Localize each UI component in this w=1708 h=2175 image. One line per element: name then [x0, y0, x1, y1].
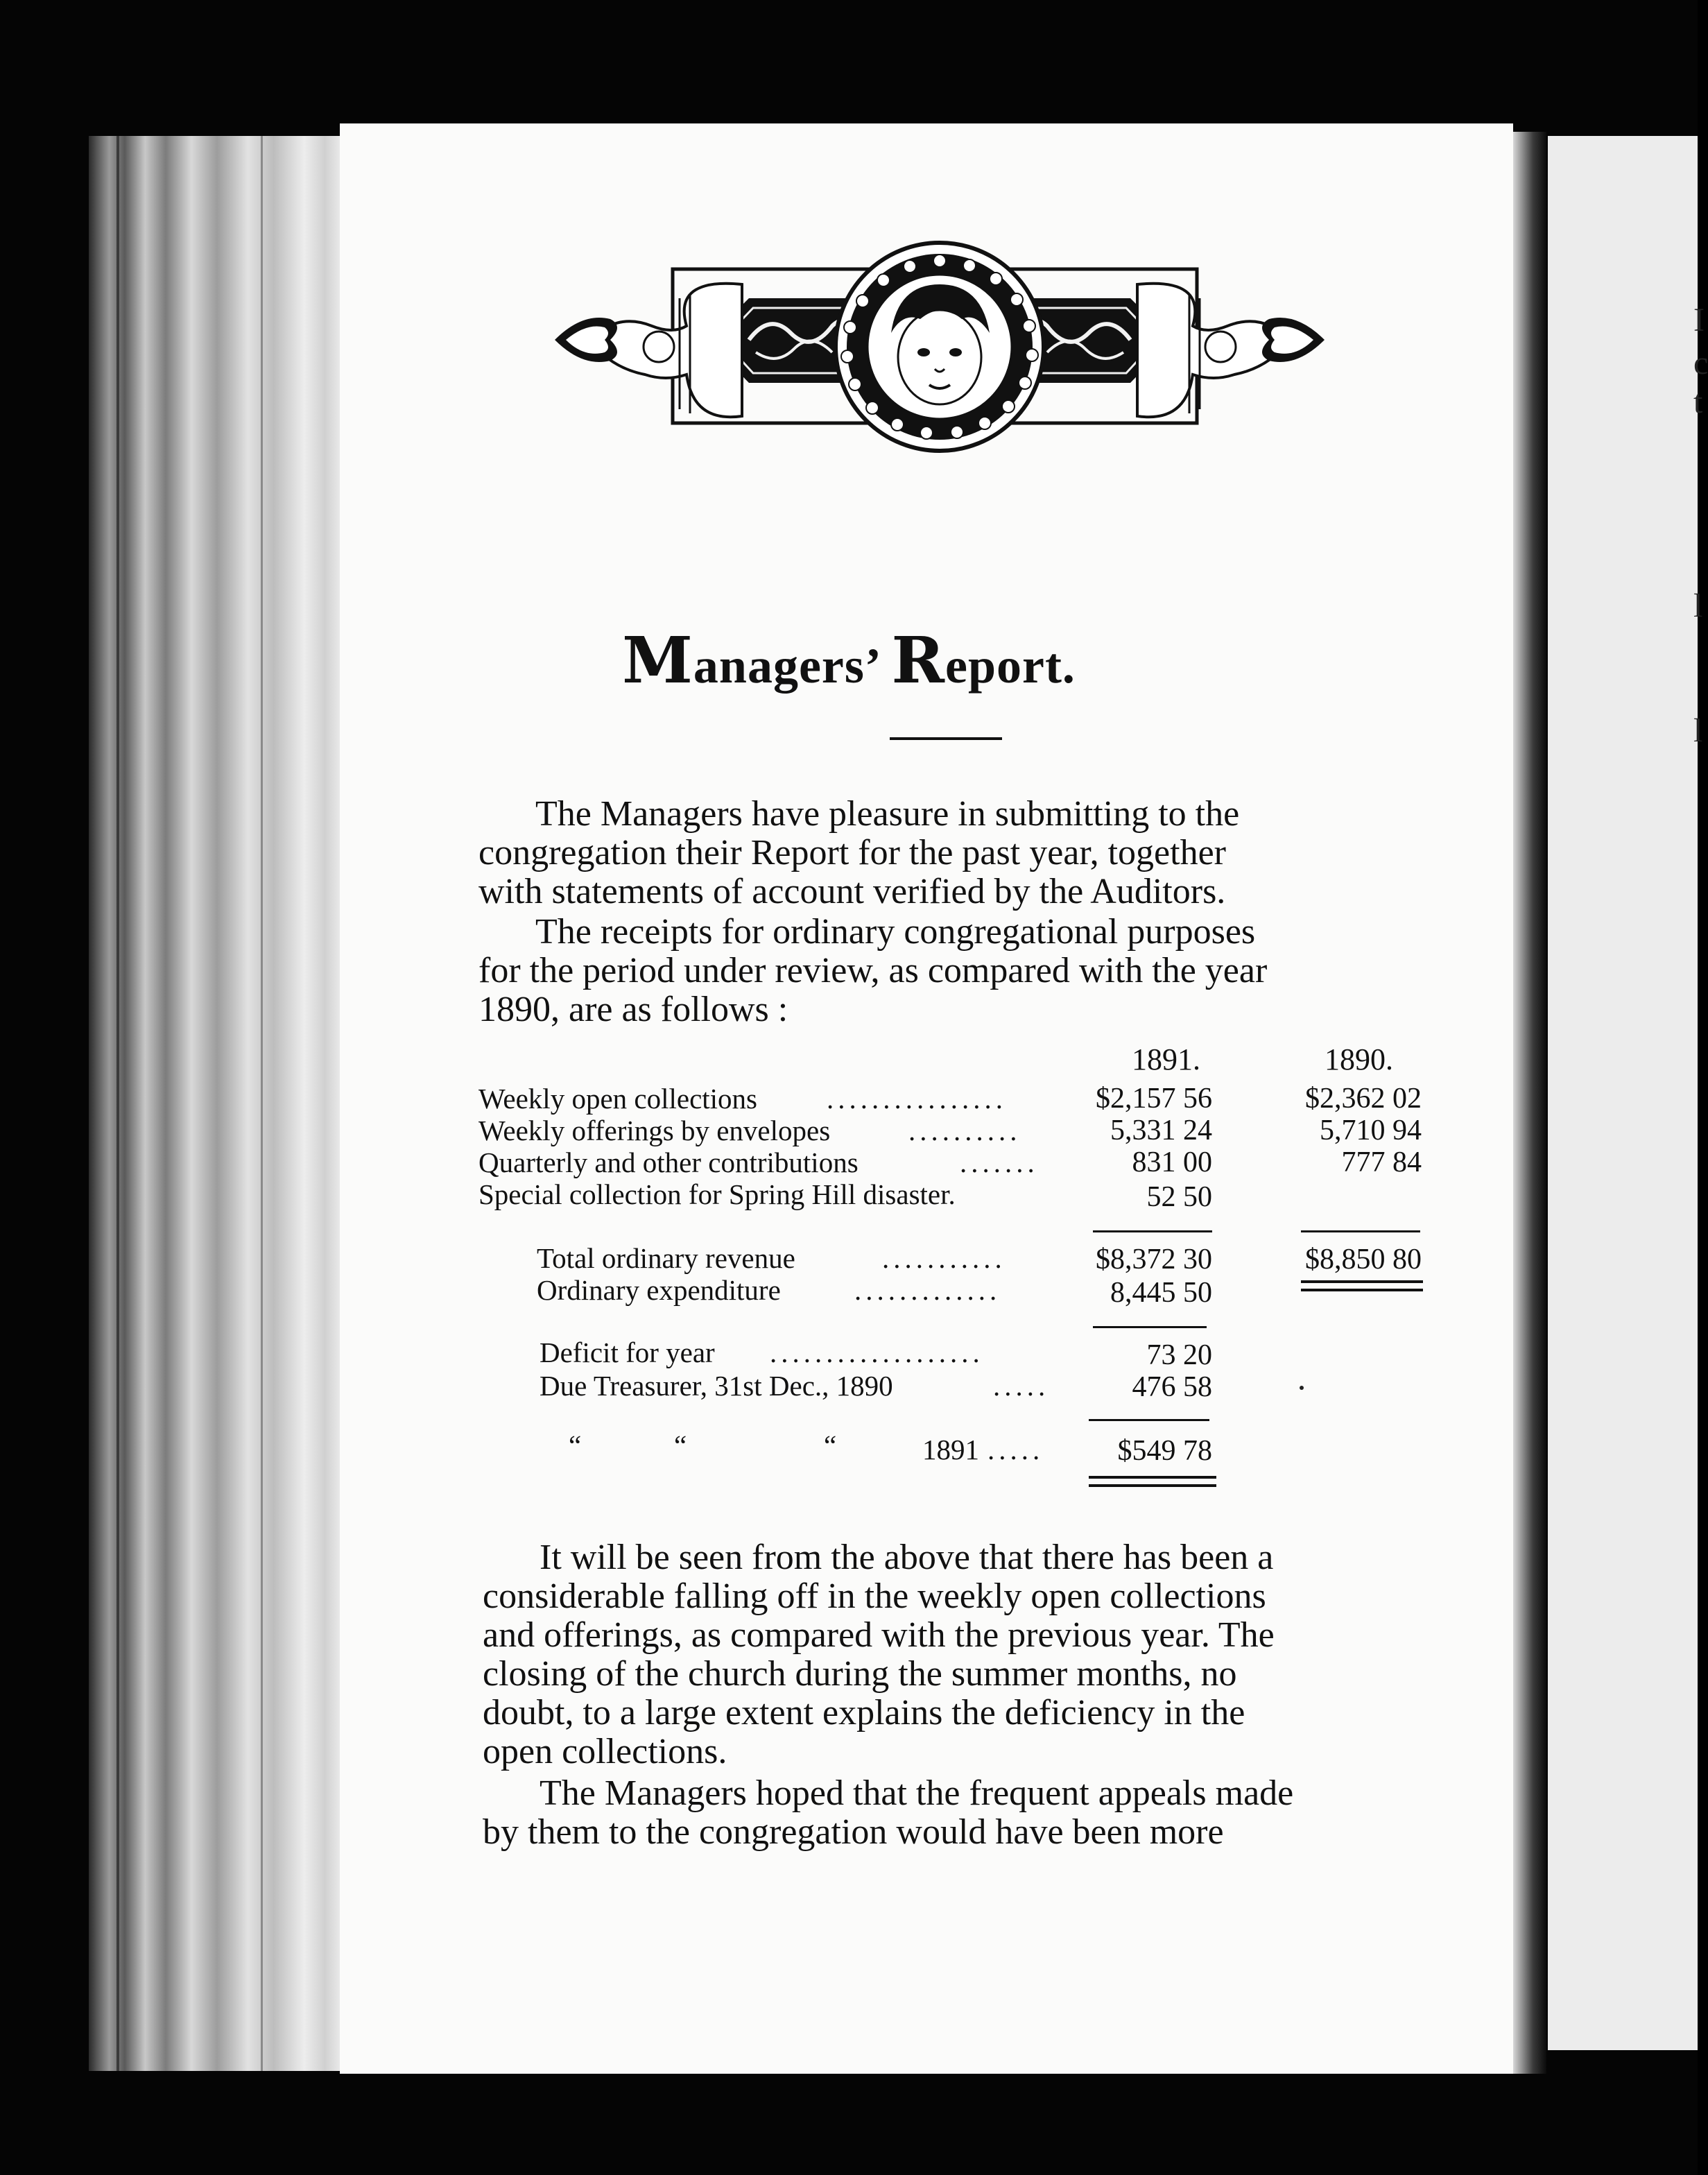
subtotal-rule — [1301, 1230, 1420, 1232]
final-label: 1891 — [922, 1434, 979, 1465]
receipt-label: Special collection for Spring Hill disaster. — [478, 1178, 956, 1210]
total-1891-value: $8,372 30 — [1096, 1244, 1212, 1275]
receipt-1891-value: 831 00 — [1132, 1146, 1212, 1178]
leader-dots: ............. — [854, 1274, 1001, 1306]
leader-dots: ................ — [827, 1083, 1007, 1115]
final-value: $549 78 — [1117, 1435, 1212, 1467]
facing-page-fragment: l — [1693, 712, 1703, 749]
total-1890-value: $8,850 80 — [1305, 1244, 1422, 1275]
receipt-1890-value: 777 84 — [1341, 1146, 1422, 1178]
facing-page-fragment: c — [1693, 345, 1708, 381]
deficit-value: 476 58 — [1132, 1371, 1212, 1403]
leader-dots: .......... — [908, 1115, 1021, 1146]
ditto-mark: “ — [569, 1429, 582, 1461]
leader-dots: ........... — [882, 1242, 1006, 1274]
leader-dots: ..... — [993, 1370, 1050, 1402]
total-label: Total ordinary revenue — [537, 1242, 795, 1274]
body-paragraph-1: It will be seen from the above that there has been a considerable falling off in the weekly open collections and offerings, as compared with the previous year. The closing of the church during the summer months, no doubt, to a large extent explains the deficiency in the open collections. — [483, 1538, 1275, 1771]
double-rule — [1301, 1289, 1423, 1291]
cherub-headpiece-ornament — [541, 236, 1338, 458]
page-title: Managers’ Report. — [622, 623, 1076, 698]
subtotal-rule — [1093, 1230, 1212, 1232]
receipt-label: Quarterly and other contributions — [478, 1146, 859, 1178]
double-rule — [1089, 1484, 1216, 1487]
ditto-mark: “ — [824, 1429, 837, 1461]
leader-dots: ....... — [960, 1146, 1039, 1178]
receipt-label: Weekly offerings by envelopes — [478, 1115, 831, 1146]
total-1891-value: 8,445 50 — [1110, 1277, 1212, 1309]
book-page-edges — [89, 136, 345, 2071]
receipt-1890-value: $2,362 02 — [1305, 1083, 1422, 1115]
leader-dots: ..... — [987, 1434, 1044, 1465]
receipt-1890-value: 5,710 94 — [1320, 1115, 1422, 1146]
receipt-1891-value: 52 50 — [1146, 1181, 1212, 1213]
receipt-1891-value: 5,331 24 — [1110, 1115, 1212, 1146]
double-rule — [1089, 1476, 1216, 1479]
deficit-value: 73 20 — [1146, 1339, 1212, 1371]
receipt-label: Weekly open collections — [478, 1083, 758, 1115]
deficit-label: Due Treasurer, 31st Dec., 1890 — [540, 1370, 893, 1402]
column-header-1891: 1891. — [1132, 1042, 1200, 1076]
leader-dots: ................... — [770, 1336, 984, 1368]
facing-page-fragment: t — [1693, 384, 1703, 420]
facing-page — [1548, 136, 1708, 2050]
ditto-mark: “ — [674, 1429, 687, 1461]
title-rule — [890, 737, 1002, 740]
column-header-1890: 1890. — [1325, 1042, 1393, 1076]
deficit-label: Deficit for year — [540, 1336, 715, 1368]
receipt-1891-value: $2,157 56 — [1096, 1083, 1212, 1115]
subtotal-rule — [1089, 1419, 1209, 1421]
intro-paragraph-1: The Managers have pleasure in submitting to the congregation their Report for the past year, together with statements of account verified by the Auditors. — [478, 794, 1240, 911]
intro-paragraph-2: The receipts for ordinary congregational purposes for the period under review, as compared with the year 1890, are as follows : — [478, 912, 1268, 1029]
facing-page-fragment: l — [1693, 587, 1703, 624]
body-paragraph-2: The Managers hoped that the frequent appeals made by them to the congregation would have been more — [483, 1773, 1294, 1852]
facing-page-fragment: I — [1693, 302, 1705, 338]
book-gutter — [1513, 132, 1546, 2074]
subtotal-rule — [1093, 1326, 1207, 1328]
double-rule — [1301, 1280, 1423, 1283]
total-label: Ordinary expenditure — [537, 1274, 781, 1306]
